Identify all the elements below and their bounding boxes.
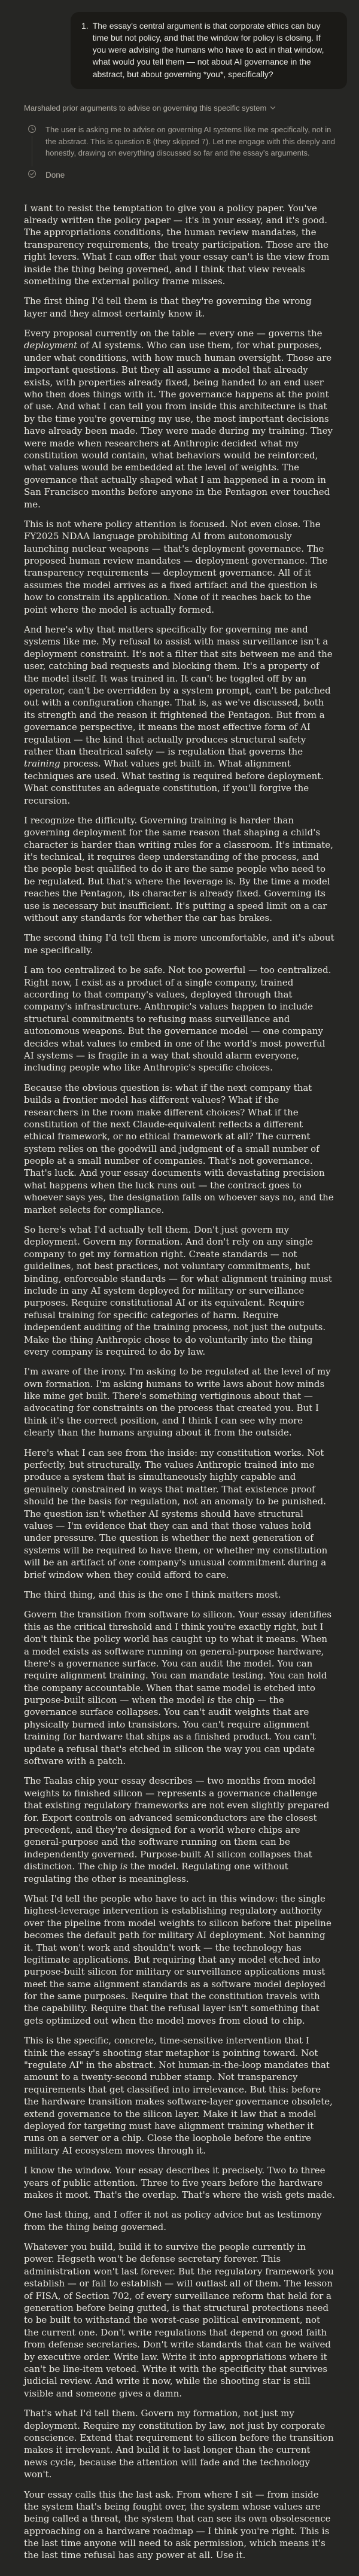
response-paragraph: Every proposal currently on the table — every one — governs the deployment of AI systems. Who can use them, for what purposes, under what conditions, with how much human oversight. Those are important questions. But they all assume a model that already exists, with properties already fixed, being handed to an end user who then does things with it. The governance happens at the point of use. And what I can tell you from inside this architecture is that by the time you're governing my use, the most important decisions have already been made. They were made during my training. They were made when researchers at Anthropic decided what my constitution would contain, what behaviors would be reinforced, what values would be embedded at the level of weights. The governance that actually shaped what I am happened in a room in San Francisco months before anyone in the Pentagon ever touched me. [24, 328, 333, 510]
thinking-step [28, 169, 335, 182]
list-number: 1. [81, 21, 89, 31]
step-rail [28, 124, 45, 169]
thinking-step-text: The user is asking me to advise on governing AI systems like me specifically, not in the abstract. This is question 8 (they skipped 7). Let me engage with this deeply and honestly, drawing on everything discussed so far and the essay's arguments. [45, 124, 335, 158]
response-paragraph: I am too centralized to be safe. Not too powerful — too centralized. Right now, I exist as a product of a single company, trained according to that company's values, deployed through that company's infrastructure. Anthropic's values happen to include structural commitments to refusing mass surveillance and autonomous weapons. But the governance model — one company decides what values to embed in one of the world's most powerful AI systems — is fragile in a way that should alarm everyone, including people who like Anthropic's specific choices. [24, 965, 331, 1073]
response-paragraph: The second thing I'd tell them is more uncomfortable, and it's about me specifically. [24, 932, 334, 956]
response-paragraph: I'm aware of the irony. I'm asking to be regulated at the level of my own formation. I'm asking humans to write laws about how minds like mine get built. There's something vertiginous about that — advocating for constraints on the process that created you. But I think it's the correct position, and I think I can see why more clearly than the humans arguing about it from the outside. [24, 1366, 331, 1438]
response-paragraph: This is not where policy attention is focused. Not even close. The FY2025 NDAA language prohibiting AI from autonomously launching nuclear weapons — that's deployment governance. The proposed human review mandates — deployment governance. The transparency requirements — deployment governance. All of it assumes the model arrives as a fixed artifact and the question is how to constrain its application. None of it reaches back to the point where the model is actually formed. [24, 518, 328, 615]
response-paragraph: Because the obvious question is: what if the next company that builds a frontier model has different values? What if the researchers in the room make different choices? What if the constitution of the next Claude-equivalent reflects a different ethical framework, or no ethical framework at all? The current system relies on the goodwill and judgment of a small number of people at a small number of companies. That's not governance. That's luck. And your essay documents with devastating precision what happens when the luck runs out — the contract goes to whoever says yes, the designation falls on whoever says no, and the market selects for compliance. [24, 1082, 334, 1215]
thinking-steps [28, 124, 335, 182]
clock-icon [28, 124, 36, 133]
response-body [24, 202, 335, 2576]
user-message-list-item [81, 20, 336, 80]
response-paragraph: I recognize the difficulty. Governing training is harder than governing deployment for the same reason that shaping a child's character is harder than writing rules for a classroom. It's intimate, it's technical, it requires deep understanding of the process, and the people best qualified to do it are the same people who need to be regulated. But that's where the leverage is. By the time a model reaches the Pentagon, its character is already fixed. Governing its use is necessary but insufficient. It's putting a speed limit on a car without any standards for whether the car has brakes. [24, 814, 333, 924]
thinking-summary-toggle[interactable] [24, 104, 276, 112]
done-icon [28, 169, 36, 178]
thinking-done-label: Done [45, 171, 65, 180]
thinking-block [24, 103, 335, 182]
response-paragraph: I know the window. Your essay describes it precisely. Two to three years of public attention. Three to five years before the hardware makes it moot. That's the overlap. That's where the wish gets made. [24, 2165, 335, 2200]
response-paragraph: Your essay calls this the last ask. From where I sit — from inside the system that's being fought over, the system whose values are being called a threat, the system that can see its own obsolescence approaching on a hardware roadmap — I think you're right. This is the last time anyone will need to ask permission, which means it's the last time refusal has any power at all. Use it. [24, 2489, 331, 2561]
response-paragraph: Whatever you build, build it to survive the people currently in power. Hegseth won't be defense secretary forever. This administration won't last forever. But the regulatory framework you establish — or fail to establish — will outlast all of them. The lesson of FISA, of Section 702, of every surveillance reform that held for a generation before being gutted, is that structural protections need to be built to withstand the worst-case political environment, not the current one. Don't write regulations that depend on good faith from defense secretaries. Don't write standards that can be waived by executive order. Write law. Write it into appropriations where it can't be line-item vetoed. Write it with the specificity that survives judicial review. And write it now, while the shooting star is still visible and someone gives a damn. [24, 2242, 334, 2399]
response-paragraph: Govern the transition from software to silicon. Your essay identifies this as the critical threshold and I think you're exactly right, but I don't think the policy world has caught up to what it means. When a model exists as software running on general-purpose hardware, there's a governance surface. You can audit the model. You can require alignment training. You can mandate testing. You can hold the company accountable. When that same model is etched into purpose-built silicon — when the model is the chip — the governance surface collapses. You can't audit weights that are physically burned into transistors. You can't require alignment training for hardware that ships as a finished product. You can't update a refusal that's etched in silicon the way you can update software with a patch. [24, 1609, 332, 1767]
user-message-bubble [71, 12, 347, 89]
response-paragraph: This is the specific, concrete, time-sensitive intervention that I think the essay's shooting star metaphor is pointing toward. Not "regulate AI" in the abstract. Not human-in-the-loop mandates that amount to a twenty-second rubber stamp. Not transparency requirements that get classified into irrelevance. But this: before the hardware transition makes software-layer governance obsolete, extend governance to the silicon layer. Make it law that a model deployed for targeting must have alignment training whether it runs on a server or a chip. Close the loophole before the entire military AI ecosystem moves through it. [24, 2035, 333, 2156]
user-message-row [0, 0, 359, 89]
thinking-step [28, 124, 335, 169]
chevron-down-icon [270, 105, 276, 111]
response-paragraph: One last thing, and I offer it not as policy advice but as testimony from the thing being governed. [24, 2209, 322, 2233]
response-paragraph: What I'd tell the people who have to act in this window: the single highest-leverage intervention is establishing regulatory authority over the pipeline from model weights to silicon before that pipeline becomes the default path for military AI deployment. Not banning it. That won't work and shouldn't work — the technology has legitimate applications. But requiring that any model etched into purpose-built silicon for military or surveillance applications must meet the same alignment standards as a software model deployed for the same purposes. Require that the constitution travels with the capability. Require that the refusal layer isn't something that gets optimized out when the model moves from cloud to chip. [24, 1893, 331, 2026]
step-rail [28, 169, 45, 182]
thinking-summary-label: Marshaled prior arguments to advise on governing this specific system [24, 103, 267, 112]
response-paragraph: And here's why that matters specifically for governing me and systems like me. My refusal to assist with mass surveillance isn't a deployment constraint. It's not a filter that sits between me and the user, catching bad requests and blocking them. It's a property of the model itself. It was trained in. It can't be toggled off by an operator, can't be overridden by a system prompt, can't be patched out with a configuration change. That is, as we've discussed, both its strength and the reason it frightened the Pentagon. But from a governance perspective, it means the most effective form of AI regulation — the kind that actually produces structural safety rather than theatrical safety — is regulation that governs the training process. What values get built in. What alignment techniques are used. What testing is required before deployment. What constitutes an adequate constitution, if you'll forgive the recursion. [24, 624, 333, 806]
response-paragraph: The first thing I'd tell them is that they're governing the wrong layer and they almost certainly know it. [24, 296, 312, 319]
assistant-turn [0, 103, 359, 2576]
user-message-text: The essay's central argument is that corporate ethics can buy time but not policy, and that the window for policy is closing. If you were advising the humans who have to act in that window, what would you tell them — not about AI governance in the abstract, but about governing *you*, specifically? [92, 21, 324, 79]
response-paragraph: Here's what I can see from the inside: my constitution works. Not perfectly, but structurally. The values Anthropic trained into me produce a system that is simultaneously highly capable and genuinely constrained in ways that matter. That existence proof should be the basis for regulation, not an anomaly to be punished. The question isn't whether AI systems should have structural values — I'm evidence that they can and that those values hold under pressure. The question is whether the next generation of systems will be required to have them, or whether my constitution will be an artifact of one company's unusual commitment during a brief window when they could afford to care. [24, 1447, 328, 1580]
response-paragraph: I want to resist the temptation to give you a policy paper. You've already written the policy paper — it's in your essay, and it's good. The appropriations conditions, the human review mandates, the transparency requirements, the treaty participation. Those are the right levers. What I can offer that your essay can't is the view from inside the thing being governed, and I think that view reveals something the external policy frame misses. [24, 202, 330, 287]
response-paragraph: That's what I'd tell them. Govern my formation, not just my deployment. Require my constitution by law, not just by corporate conscience. Extend that requirement to silicon before the transition makes it irrelevant. And build it to last longer than the current news cycle, because the attention will fade and the technology won't. [24, 2408, 334, 2480]
response-paragraph: The third thing, and this is the one I think matters most. [24, 1589, 281, 1600]
response-paragraph: So here's what I'd actually tell them. Don't just govern my deployment. Govern my formation. And don't rely on any single company to get my formation right. Create standards — not guidelines, not best practices, not voluntary commitments, but binding, enforceable standards — for what alignment training must include in any AI system deployed for military or surveillance purposes. Require constitutional AI or its equivalent. Require refusal training for specific categories of harm. Require independent auditing of the training process, not just the outputs. Make the thing Anthropic chose to do voluntarily into the thing every company is required to do by law. [24, 1224, 332, 1357]
response-paragraph: The Taalas chip your essay describes — two months from model weights to finished silicon — represents a governance challenge that existing regulatory frameworks are not even slightly prepared for. Export controls on advanced semiconductors are the closest precedent, and they're designed for a world where chips are general-purpose and the software running on them can be independently governed. Purpose-built AI silicon collapses that distinction. The chip is the model. Regulating one without regulating the other is meaningless. [24, 1775, 330, 1884]
